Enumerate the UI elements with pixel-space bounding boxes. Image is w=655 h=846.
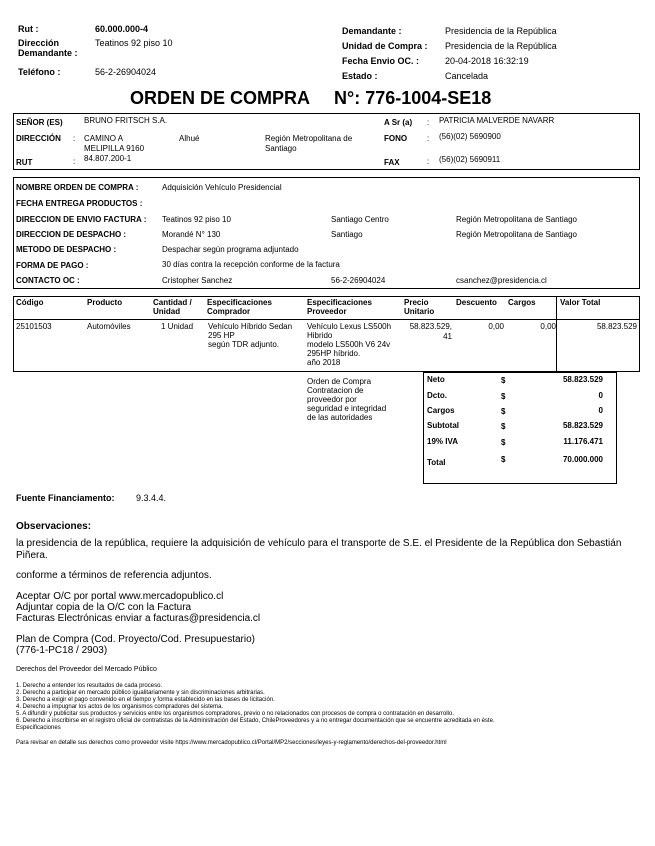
envio-factura-value: Teatinos 92 piso 10 xyxy=(162,215,231,224)
fax-separator: : xyxy=(427,157,430,166)
order-number: N°: 776-1004-SE18 xyxy=(334,88,492,108)
rut-supplier-separator: : xyxy=(73,157,76,166)
metodo-despacho-label: METODO DE DESPACHO : xyxy=(16,245,117,254)
fax-value: (56)(02) 5690911 xyxy=(439,155,501,164)
derechos-link-text: Para revisar en detalle sus derechos como proveedor visite https://www.mercadopublico.cl/Portal/MP2/secciones/leyes-y-reglamento/derechos-del-proveedor.html xyxy=(16,740,447,746)
table-header-divider xyxy=(13,319,640,320)
despacho-label: DIRECCION DE DESPACHO : xyxy=(16,230,127,239)
unidad-compra-label: Unidad de Compra : xyxy=(342,41,428,51)
fax-label: FAX xyxy=(384,158,400,167)
demandante-value: Presidencia de la República xyxy=(445,26,557,36)
envio-factura-comuna: Santiago Centro xyxy=(331,215,389,224)
despacho-comuna: Santiago xyxy=(331,230,363,239)
fecha-envio-label: Fecha Envio OC. : xyxy=(342,56,420,66)
dcto-value: 0 xyxy=(598,391,603,400)
neto-label: Neto xyxy=(427,375,445,384)
table-divider xyxy=(556,296,557,372)
row-esp-comprador: Vehículo Híbrido Sedan 295 HP según TDR adjunto. xyxy=(208,322,293,349)
senor-label: SEÑOR (ES) xyxy=(16,118,63,127)
despacho-region: Región Metropolitana de Santiago xyxy=(456,230,577,239)
envio-factura-label: DIRECCION DE ENVIO FACTURA : xyxy=(16,215,147,224)
direccion-separator: : xyxy=(73,134,76,143)
rut-label: Rut : xyxy=(18,24,39,34)
metodo-despacho-value: Despachar según programa adjuntado xyxy=(162,245,299,254)
order-note: Orden de Compra Contratacion de proveedor por seguridad e integridad de las autoridades xyxy=(307,377,387,422)
fecha-envio-value: 20-04-2018 16:32:19 xyxy=(445,56,529,66)
estado-label: Estado : xyxy=(342,71,378,81)
page-title: ORDEN DE COMPRA xyxy=(130,88,311,108)
row-producto: Automóviles xyxy=(87,322,131,331)
dcto-currency: $ xyxy=(501,392,506,401)
iva-value: 11.176.471 xyxy=(563,437,603,446)
iva-label: 19% IVA xyxy=(427,437,458,446)
col-header-descuento: Descuento xyxy=(456,298,497,307)
col-header-producto: Producto xyxy=(87,298,123,307)
telefono-label: Teléfono : xyxy=(18,67,61,77)
contacto-email: csanchez@presidencia.cl xyxy=(456,276,547,285)
conforme-text: conforme a términos de referencia adjuntos. xyxy=(16,570,212,581)
iva-currency: $ xyxy=(501,438,506,447)
total-currency: $ xyxy=(501,455,506,464)
row-codigo: 25101503 xyxy=(16,322,52,331)
neto-currency: $ xyxy=(501,376,506,385)
direccion-demandante-value: Teatinos 92 piso 10 xyxy=(95,38,173,48)
col-header-cantidad: Cantidad / Unidad xyxy=(153,298,192,316)
row-precio: 58.823.529, 41 xyxy=(409,322,452,341)
rut-value: 60.000.000-4 xyxy=(95,24,149,34)
col-header-codigo: Código xyxy=(16,298,44,307)
despacho-value: Morandé N° 130 xyxy=(162,230,221,239)
fono-label: FONO xyxy=(384,134,408,143)
fono-separator: : xyxy=(427,134,430,143)
nombre-oc-label: NOMBRE ORDEN DE COMPRA : xyxy=(16,183,139,192)
direccion-demandante-label: Dirección Demandante : xyxy=(18,38,78,58)
cargos-currency: $ xyxy=(501,407,506,416)
derechos-title: Derechos del Proveedor del Mercado Público xyxy=(16,666,157,673)
rut-supplier-label: RUT xyxy=(16,158,33,167)
fuente-value: 9.3.4.4. xyxy=(136,493,167,503)
nombre-oc-value: Adquisición Vehículo Presidencial xyxy=(162,183,282,192)
total-value: 70.000.000 xyxy=(562,455,603,464)
plan-compra-text: Plan de Compra (Cod. Proyecto/Cod. Presupuestario) (776-1-PC18 / 2903) xyxy=(16,634,256,656)
subtotal-currency: $ xyxy=(501,422,506,431)
observaciones-label: Observaciones: xyxy=(16,521,92,532)
region-value: Región Metropolitana de Santiago xyxy=(265,134,353,153)
contacto-label: CONTACTO OC : xyxy=(16,276,80,285)
derechos-list: 1. Derecho a entender los resultados de cada proceso. 2. Derecho a participar en mercado público igualitariamente y sin discriminaciones arbitrarias. 3. Derecho a exigir el pago convenido en el tiempo y forma establecido en las bases de licitación. 4. Derecho a impugnar los actos de los organismos compradores del sistema. 5. A difundir y publicitar sus productos y servicios entre los organismos compradores, previo o no relacionados con procesos de compra o contratación en desarrollo. 6. Derecho a inscribirse en el registro oficial de contratistas de la Administración del Estado, ChileProveedores y a no entregar documentación que se encuentre acreditada en éste. Especificaciones xyxy=(16,683,495,731)
dcto-label: Dcto. xyxy=(427,391,447,400)
comuna-value: Alhué xyxy=(179,134,200,143)
unidad-compra-value: Presidencia de la República xyxy=(445,41,557,51)
subtotal-label: Subtotal xyxy=(427,421,459,430)
senor-value: BRUNO FRITSCH S.A. xyxy=(84,116,168,125)
col-header-precio: Precio Unitario xyxy=(404,298,435,316)
row-cantidad: 1 Unidad xyxy=(161,322,194,331)
neto-value: 58.823.529 xyxy=(562,375,603,384)
contacto-name: Cristopher Sanchez xyxy=(162,276,233,285)
col-header-valor: Valor Total xyxy=(560,298,601,307)
direccion-label: DIRECCIÓN xyxy=(16,134,61,143)
rut-supplier-value: 84.807.200-1 xyxy=(84,154,132,163)
asr-separator: : xyxy=(427,118,430,127)
row-descuento: 0,00 xyxy=(488,322,504,331)
telefono-value: 56-2-26904024 xyxy=(95,67,157,77)
row-valor: 58.823.529 xyxy=(596,322,637,331)
demandante-label: Demandante : xyxy=(342,26,402,36)
cargos-value: 0 xyxy=(598,406,603,415)
subtotal-value: 58.823.529 xyxy=(562,421,603,430)
envio-factura-region: Región Metropolitana de Santiago xyxy=(456,215,577,224)
col-header-esp-proveedor: Especificaciones Proveedor xyxy=(307,298,372,316)
direccion-value: CAMINO A MELIPILLA 9160 xyxy=(84,134,145,153)
asr-label: A Sr (a) xyxy=(384,118,413,127)
row-cargos: 0,00 xyxy=(540,322,556,331)
forma-pago-value: 30 días contra la recepción conforme de la factura xyxy=(162,260,340,269)
observaciones-text: la presidencia de la república, requiere la adquisición de vehículo para el transporte de S.E. el Presidente de la República don Sebastián Piñera. xyxy=(16,538,622,561)
fuente-label: Fuente Financiamento: xyxy=(16,493,115,503)
total-label: Total xyxy=(427,458,446,467)
estado-value: Cancelada xyxy=(445,71,489,81)
fono-value: (56)(02) 5690900 xyxy=(439,132,501,141)
contacto-phone: 56-2-26904024 xyxy=(331,276,386,285)
aceptar-text: Aceptar O/C por portal www.mercadopublico.cl Adjuntar copia de la O/C con la Factura Facturas Electrónicas enviar a facturas@presidencia.cl xyxy=(16,591,261,624)
cargos-label: Cargos xyxy=(427,406,455,415)
asr-value: PATRICIA MALVERDE NAVARR xyxy=(439,116,555,125)
fecha-entrega-label: FECHA ENTREGA PRODUCTOS : xyxy=(16,199,143,208)
row-esp-proveedor: Vehículo Lexus LS500h Hibrido modelo LS500h V6 24v 295HP híbrido. año 2018 xyxy=(307,322,392,367)
col-header-cargos: Cargos xyxy=(508,298,536,307)
forma-pago-label: FORMA DE PAGO : xyxy=(16,261,89,270)
col-header-esp-comprador: Especificaciones Comprador xyxy=(207,298,272,316)
